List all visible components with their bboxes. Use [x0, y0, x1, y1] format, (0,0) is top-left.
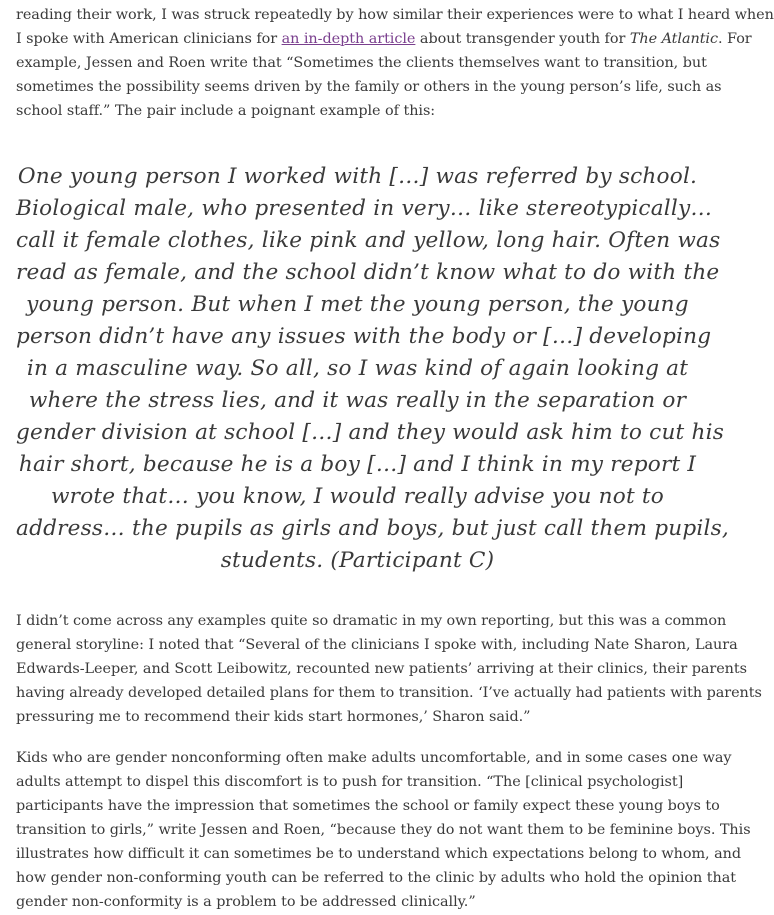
paragraph-intro — [16, 3, 774, 123]
paragraph-line: having already developed detailed plans for them to transition. ‘I’ve actually had patients with parents — [16, 685, 762, 701]
paragraph-line: how gender non-conforming youth can be referred to the clinic by adults who hold the opinion that — [16, 870, 736, 886]
quote-line: call it female clothes, like pink and yellow, long hair. Often was — [16, 228, 721, 253]
paragraph-line: school staff.” The pair include a poignant example of this: — [16, 103, 436, 119]
quote-line: young person. But when I met the young person, the young — [26, 292, 689, 317]
quote-line: Biological male, who presented in very… like stereotypically… — [16, 196, 713, 221]
paragraph-line: general storyline: I noted that “Several of the clinicians I spoke with, including Nate Sharon, Laura — [16, 637, 738, 653]
quote-line: hair short, because he is a boy […] and I think in my report I — [18, 452, 697, 477]
paragraph-nonconforming — [16, 746, 751, 914]
quote-line: in a masculine way. So all, so I was kind of again looking at — [26, 356, 689, 381]
paragraph-line: Kids who are gender nonconforming often make adults uncomfortable, and in some cases one way — [16, 750, 732, 766]
paragraph-line: transition to girls,” write Jessen and Roen, “because they do not want them to be feminine boys. This — [16, 822, 751, 838]
paragraph-line: example, Jessen and Roen write that “Sometimes the clients themselves want to transition, but — [16, 55, 707, 71]
paragraph-line: gender non-conformity is a problem to be addressed clinically.” — [16, 894, 476, 910]
paragraph-line: sometimes the possibility seems driven by the family or others in the young person’s life, such as — [16, 79, 722, 95]
quote-line: address… the pupils as girls and boys, but just call them pupils, — [16, 516, 729, 541]
text-segment: . For — [718, 31, 752, 47]
text-segment: I spoke with American clinicians for — [16, 31, 282, 47]
publication-name: The Atlantic — [629, 31, 718, 47]
quote-line: gender division at school […] and they would ask him to cut his — [16, 420, 724, 445]
text-segment: about transgender youth for — [415, 31, 630, 47]
paragraph-line: participants have the impression that sometimes the school or family expect these young boys to — [16, 798, 720, 814]
atlantic-article-link[interactable]: an in-depth article — [281, 31, 416, 47]
paragraph-line: pressuring me to recommend their kids start hormones,’ Sharon said.” — [16, 709, 531, 725]
paragraph-line: I didn’t come across any examples quite so dramatic in my own reporting, but this was a common — [16, 613, 727, 629]
quote-line: students. (Participant C) — [220, 548, 495, 573]
paragraph-line — [16, 27, 774, 51]
paragraph-line: reading their work, I was struck repeatedly by how similar their experiences were to what I heard when — [16, 7, 774, 23]
paragraph-line: adults attempt to dispel this discomfort is to push for transition. “The [clinical psychologist] — [16, 774, 684, 790]
paragraph-reporting — [16, 609, 762, 729]
quote-line: read as female, and the school didn’t know what to do with the — [16, 260, 720, 285]
quote-line: wrote that… you know, I would really advise you not to — [51, 484, 664, 509]
quote-line: person didn’t have any issues with the body or […] developing — [16, 324, 712, 349]
block-quote — [16, 161, 729, 577]
paragraph-line: Edwards-Leeper, and Scott Leibowitz, recounted new patients’ arriving at their clinics, their parents — [16, 661, 747, 677]
quote-line: where the stress lies, and it was really in the separation or — [28, 388, 687, 413]
paragraph-line: illustrates how difficult it can sometimes be to understand which expectations belong to whom, and — [16, 846, 741, 862]
quote-line: One young person I worked with […] was referred by school. — [17, 164, 698, 189]
